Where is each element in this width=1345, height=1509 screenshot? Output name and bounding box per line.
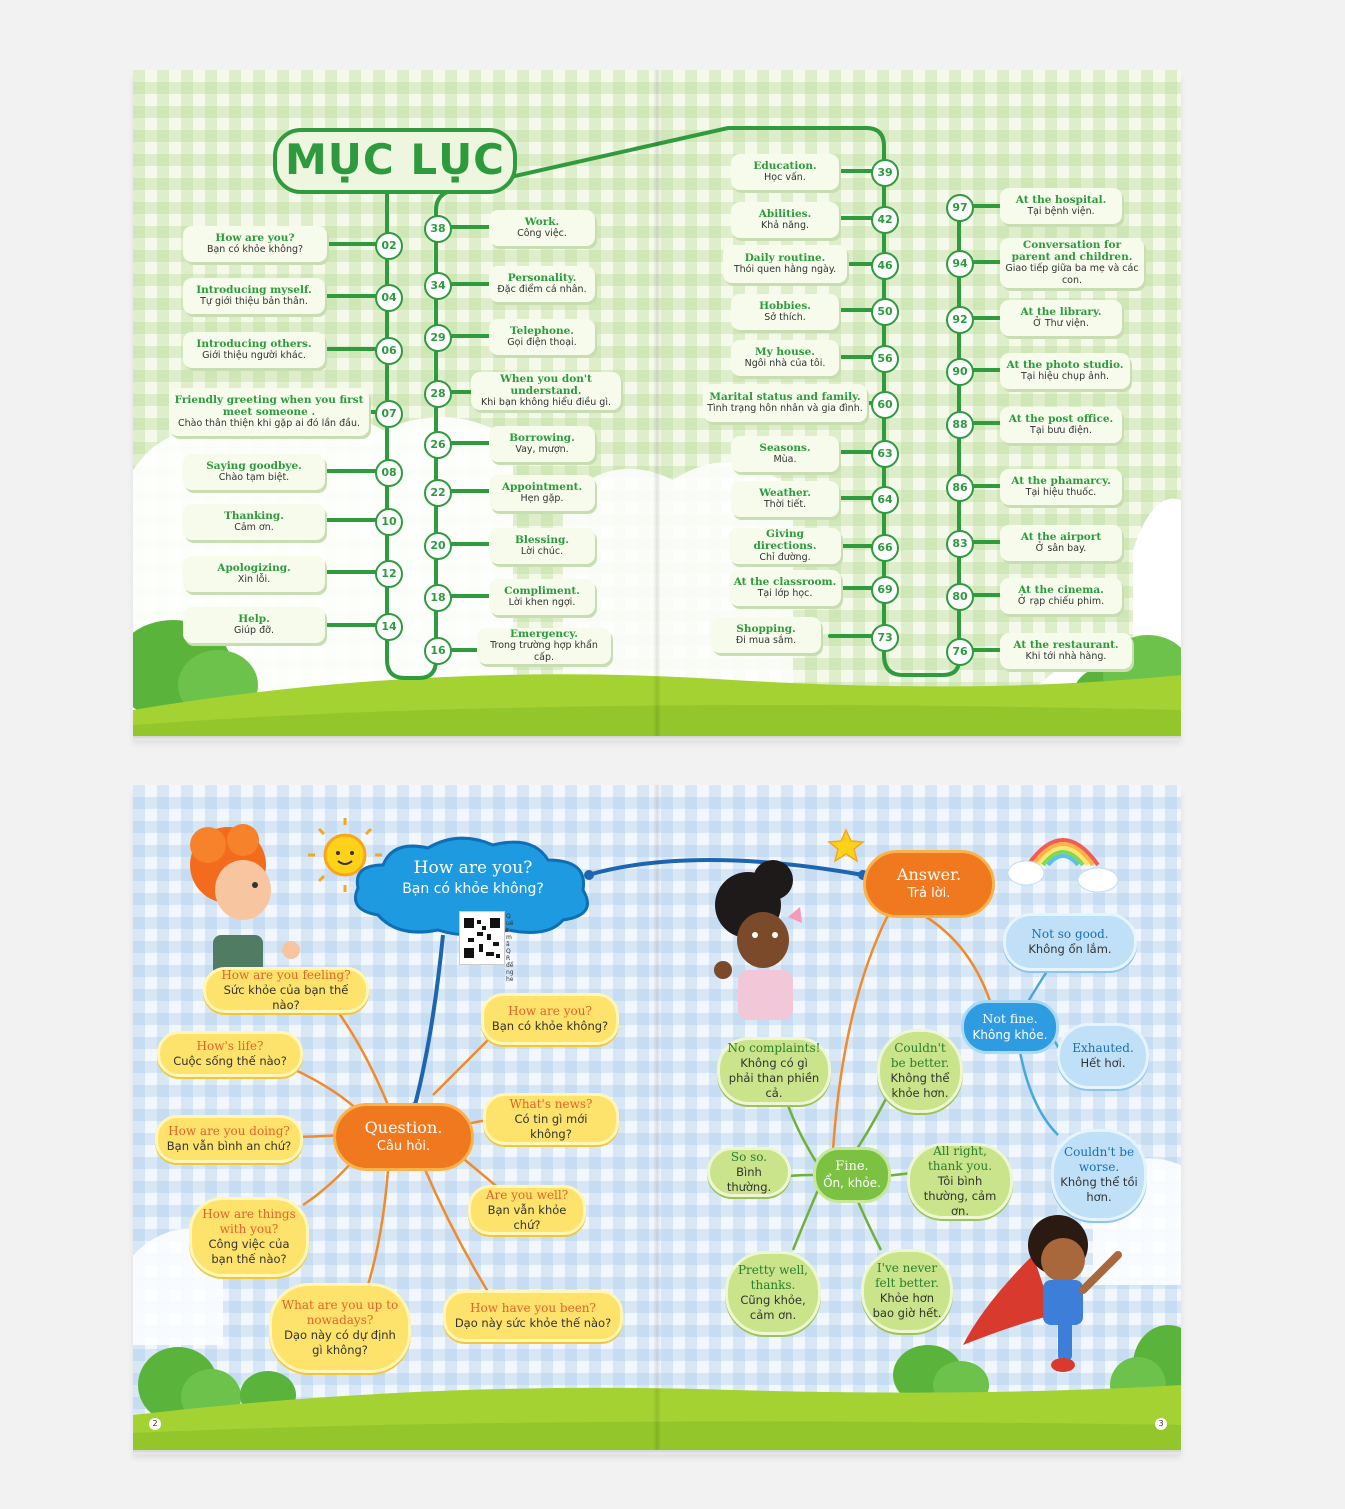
toc-item-vi: Ở Thư viện. <box>1033 318 1089 329</box>
toc-item-en: Education. <box>753 160 817 172</box>
toc-page-number[interactable]: 60 <box>871 391 899 419</box>
not-fine-en: Not fine. <box>982 1011 1038 1026</box>
toc-page-number[interactable]: 16 <box>424 637 452 665</box>
toc-item-introducing-myself[interactable] <box>183 278 325 314</box>
toc-item-vi: Cảm ơn. <box>234 522 274 533</box>
toc-item-vi: Tại hiệu thuốc. <box>1025 487 1097 498</box>
toc-page-number[interactable]: 02 <box>375 232 403 260</box>
toc-item-vi: Đặc điểm cá nhân. <box>497 284 587 295</box>
bubble-vi: Không thể khỏe hơn. <box>890 1071 950 1100</box>
toc-item-vi: Giao tiếp giữa ba mẹ và các con. <box>1005 263 1139 286</box>
toc-page-number[interactable]: 29 <box>424 324 452 352</box>
toc-item-post-office[interactable] <box>1000 407 1122 443</box>
toc-item-en: Personality. <box>507 272 577 284</box>
question-bubble[interactable] <box>189 1197 309 1277</box>
toc-item-at-hospital[interactable] <box>1000 188 1122 224</box>
bubble-en: What's news? <box>509 1096 593 1111</box>
toc-item-en: Marital status and family. <box>709 391 861 403</box>
toc-item-airport[interactable] <box>1000 525 1122 561</box>
toc-item-en: At the restaurant. <box>1013 639 1119 651</box>
toc-item-vi: Vay, mượn. <box>515 444 569 455</box>
toc-page-number[interactable]: 50 <box>871 298 899 326</box>
toc-item-vi: Thói quen hằng ngày. <box>733 264 837 275</box>
toc-item-en: Introducing myself. <box>196 284 312 296</box>
bubble-en: I've never felt better. <box>875 1261 939 1290</box>
toc-item-at-classroom[interactable] <box>729 570 841 606</box>
toc-item-en: Apologizing. <box>217 562 291 574</box>
toc-page-number[interactable]: 28 <box>424 380 452 408</box>
bubble-vi: Cuộc sống thế nào? <box>173 1054 287 1068</box>
answer-hub <box>863 850 995 918</box>
toc-page-number[interactable]: 42 <box>871 206 899 234</box>
toc-item-at-library[interactable] <box>1000 300 1122 336</box>
toc-item-en: At the phamarcy. <box>1011 475 1111 487</box>
toc-item-vi: Học vấn. <box>764 172 806 183</box>
toc-item-en: At the airport <box>1020 531 1102 543</box>
not-fine-hub <box>961 1000 1059 1054</box>
toc-item-vi: Ở rạp chiếu phim. <box>1017 596 1105 607</box>
toc-title: MỤC LỤC <box>273 128 517 194</box>
page-number-left: 2 <box>149 1418 161 1430</box>
girl-illustration <box>714 860 802 1020</box>
toc-item-vi: Tại lớp học. <box>757 588 813 599</box>
toc-item-vi: Tại bệnh viện. <box>1027 206 1095 217</box>
qr-code[interactable] <box>459 911 505 965</box>
toc-item-vi: Trong trường hợp khẩn cấp. <box>490 640 598 663</box>
toc-item-en: Hobbies. <box>759 300 811 312</box>
topic-label <box>363 857 583 899</box>
bubble-vi: Công việc của bạn thế nào? <box>208 1237 290 1266</box>
toc-item-blessing[interactable] <box>489 528 595 564</box>
toc-item-vi: Đi mua sắm. <box>735 635 797 646</box>
toc-item-vi: Công việc. <box>517 228 567 239</box>
bubble-en: How are you? <box>508 1004 592 1018</box>
bubble-en: Exhauted. <box>1072 1041 1134 1055</box>
question-bubble[interactable] <box>269 1283 411 1373</box>
toc-page-number[interactable]: 66 <box>871 534 899 562</box>
toc-item-personality[interactable] <box>489 266 595 302</box>
toc-page-number[interactable]: 06 <box>375 337 403 365</box>
bubble-en: Couldn't be better. <box>890 1041 950 1070</box>
bubble-vi: Bạn vẫn khỏe chứ? <box>487 1202 567 1232</box>
toc-page-number[interactable]: 07 <box>375 400 403 428</box>
toc-page-number[interactable]: 73 <box>871 624 899 652</box>
bubble-en: So so. <box>730 1149 768 1164</box>
toc-item-vi: Chào tạm biệt. <box>218 472 290 483</box>
bubble-en: No complaints! <box>727 1041 821 1055</box>
toc-page-number[interactable]: 56 <box>871 345 899 373</box>
toc-item-vi: Tự giới thiệu bản thân. <box>200 296 308 307</box>
toc-item-en: Abilities. <box>758 208 812 220</box>
bubble-en: How's life? <box>196 1039 264 1053</box>
bubble-en: Pretty well, thanks. <box>737 1263 808 1292</box>
toc-item-my-house[interactable] <box>731 340 839 376</box>
toc-item-en: My house. <box>755 346 815 358</box>
toc-item-vi: Ở sân bay. <box>1035 543 1087 554</box>
fine-answer-bubble[interactable] <box>707 1147 791 1197</box>
toc-item-introducing-others[interactable] <box>183 332 325 368</box>
toc-page-number[interactable]: 26 <box>424 431 452 459</box>
toc-page-number[interactable]: 20 <box>424 532 452 560</box>
toc-item-vi: Lời khen ngợi. <box>508 597 576 608</box>
not-fine-vi: Không khỏe. <box>972 1028 1048 1042</box>
toc-item-vi: Tại bưu điện. <box>1030 425 1092 436</box>
toc-item-en: Introducing others. <box>196 338 312 350</box>
toc-page-number[interactable]: 86 <box>946 474 974 502</box>
bubble-vi: Dạo này sức khỏe thế nào? <box>454 1316 612 1330</box>
bubble-en: How are things with you? <box>202 1207 296 1236</box>
boy-redhair-illustration <box>190 824 300 980</box>
toc-item-vi: Khi tới nhà hàng. <box>1025 651 1107 662</box>
fine-answer-bubble[interactable] <box>717 1037 831 1105</box>
bubble-en: Are you well? <box>485 1187 569 1202</box>
toc-item-en: How are you? <box>215 232 295 244</box>
toc-item-vi: Chỉ đường. <box>759 552 811 563</box>
toc-item-en: Borrowing. <box>509 432 575 444</box>
fine-answer-bubble[interactable] <box>861 1249 953 1333</box>
toc-item-vi: Sở thích. <box>764 312 806 323</box>
bubble-en: Not so good. <box>1031 927 1109 941</box>
toc-item-en: Conversation for parent and children. <box>1011 239 1133 263</box>
answer-en: Answer. <box>896 865 962 884</box>
question-bubble[interactable] <box>483 1093 619 1145</box>
bubble-vi: Hết hơi. <box>1080 1056 1126 1070</box>
toc-item-en: Weather. <box>759 487 811 499</box>
toc-item-parent-children[interactable] <box>1000 238 1144 288</box>
question-bubble[interactable] <box>155 1115 303 1163</box>
toc-item-compliment[interactable] <box>489 579 595 615</box>
question-bubble[interactable] <box>157 1031 303 1077</box>
qr-label: Quét mã QR để nghe <box>506 913 514 983</box>
toc-item-borrowing[interactable] <box>489 426 595 462</box>
toc-page-number[interactable]: 76 <box>946 638 974 666</box>
toc-spread <box>133 70 1181 736</box>
toc-item-marital-status[interactable] <box>703 384 867 422</box>
toc-item-en: Daily routine. <box>744 252 826 264</box>
toc-item-help[interactable] <box>183 607 325 643</box>
toc-item-vi: Chào thân thiện khi gặp ai đó lần đầu. <box>177 418 360 429</box>
bubble-vi: Bình thường. <box>726 1164 772 1194</box>
toc-item-en: At the photo studio. <box>1006 359 1124 371</box>
toc-item-dont-understand[interactable] <box>471 372 621 410</box>
bubble-vi: Khỏe hơn bao giờ hết. <box>872 1291 942 1320</box>
bubble-en: How are you feeling? <box>221 967 351 982</box>
notfine-answer-bubble[interactable] <box>1051 1129 1147 1221</box>
toc-item-en: At the cinema. <box>1018 584 1104 596</box>
toc-item-cinema[interactable] <box>1000 578 1122 614</box>
bubble-en: What are you up to nowadays? <box>281 1298 399 1327</box>
bubble-vi: Cũng khỏe, cảm ơn. <box>740 1293 806 1322</box>
bubble-en: Couldn't be worse. <box>1063 1145 1135 1174</box>
bubble-vi: Dạo này có dự định gì không? <box>284 1328 396 1357</box>
toc-item-pharmacy[interactable] <box>1000 469 1122 505</box>
bubble-vi: Không thể tồi hơn. <box>1060 1175 1138 1204</box>
question-vi: Câu hỏi. <box>376 1139 431 1154</box>
toc-item-emergency[interactable] <box>477 628 611 664</box>
toc-item-en: At the post office. <box>1008 413 1114 425</box>
bubble-en: All right, thank you. <box>927 1143 993 1173</box>
bubble-en: How have you been? <box>470 1301 596 1315</box>
toc-item-abilities[interactable] <box>731 202 839 238</box>
toc-page-number[interactable]: 69 <box>871 576 899 604</box>
toc-page-number[interactable]: 83 <box>946 530 974 558</box>
fine-answer-bubble[interactable] <box>725 1251 821 1335</box>
question-en: Question. <box>364 1118 443 1137</box>
book-gutter <box>653 70 661 736</box>
toc-item-vi: Giúp đỡ. <box>234 625 274 636</box>
toc-item-shopping[interactable] <box>711 617 821 653</box>
toc-item-apologizing[interactable] <box>183 556 325 592</box>
page-number-right: 3 <box>1155 1418 1167 1430</box>
mindmap-spread <box>133 785 1181 1450</box>
topic-vi: Bạn có khỏe không? <box>402 881 544 897</box>
bubble-vi: Không có gì phải than phiền cả. <box>728 1056 820 1100</box>
toc-page-number[interactable]: 80 <box>946 583 974 611</box>
fine-en: Fine. <box>835 1159 869 1174</box>
toc-item-vi: Tại hiệu chụp ảnh. <box>1020 371 1110 382</box>
toc-item-en: Saying goodbye. <box>206 460 302 472</box>
toc-item-vi: Xin lỗi. <box>237 574 271 585</box>
toc-item-en: Giving directions. <box>753 528 817 552</box>
toc-page-number[interactable]: 46 <box>871 252 899 280</box>
toc-item-vi: Khi bạn không hiểu điều gì. <box>481 397 611 408</box>
toc-item-en: Shopping. <box>736 623 796 635</box>
toc-item-thanking[interactable] <box>183 504 325 540</box>
fine-answer-bubble[interactable] <box>877 1029 963 1113</box>
answer-vi: Trả lời. <box>907 886 951 901</box>
toc-item-telephone[interactable] <box>489 319 595 355</box>
toc-page-number[interactable]: 39 <box>871 159 899 187</box>
bubble-en: How are you doing? <box>168 1124 290 1138</box>
toc-item-vi: Tình trạng hôn nhân và gia đình. <box>707 403 863 414</box>
toc-page-number[interactable]: 63 <box>871 440 899 468</box>
notfine-answer-bubble[interactable] <box>1003 913 1137 971</box>
bubble-vi: Có tin gì mới không? <box>514 1111 588 1141</box>
question-bubble[interactable] <box>481 993 619 1045</box>
toc-item-en: When you don't understand. <box>500 373 592 397</box>
bubble-vi: Sức khỏe của bạn thế nào? <box>223 982 349 1012</box>
toc-page-number[interactable]: 64 <box>871 486 899 514</box>
toc-item-how-are-you[interactable] <box>183 226 327 262</box>
fine-vi: Ổn, khỏe. <box>823 1176 881 1190</box>
question-bubble[interactable] <box>443 1290 623 1342</box>
toc-item-saying-goodbye[interactable] <box>183 454 325 490</box>
toc-item-vi: Ngôi nhà của tôi. <box>744 358 826 369</box>
notfine-answer-bubble[interactable] <box>1057 1023 1149 1089</box>
toc-item-work[interactable] <box>489 210 595 246</box>
toc-page-number[interactable]: 34 <box>424 272 452 300</box>
fine-answer-bubble[interactable] <box>907 1143 1013 1219</box>
qr-code-icon <box>460 912 504 964</box>
toc-page-number[interactable]: 38 <box>424 215 452 243</box>
toc-item-en: At the classroom. <box>733 576 837 588</box>
toc-item-photo-studio[interactable] <box>1000 353 1130 389</box>
toc-item-appointment[interactable] <box>489 475 595 511</box>
toc-page-number[interactable]: 12 <box>375 560 403 588</box>
toc-item-en: Thanking. <box>224 510 284 522</box>
toc-item-en: Friendly greeting when you first meet someone . <box>174 394 364 418</box>
toc-page-number[interactable]: 08 <box>375 459 403 487</box>
toc-item-weather[interactable] <box>731 481 839 517</box>
toc-item-seasons[interactable] <box>731 436 839 472</box>
bubble-vi: Bạn vẫn bình an chứ? <box>166 1139 292 1153</box>
toc-item-en: Emergency. <box>510 628 578 640</box>
toc-item-vi: Giới thiệu người khác. <box>202 350 306 361</box>
toc-item-en: Blessing. <box>515 534 569 546</box>
topic-en: How are you? <box>413 858 533 878</box>
toc-page-number[interactable]: 94 <box>946 250 974 278</box>
toc-item-vi: Bạn có khỏe không? <box>206 244 304 255</box>
toc-item-vi: Mùa. <box>773 454 797 465</box>
toc-page-number[interactable]: 18 <box>424 584 452 612</box>
toc-item-en: Appointment. <box>501 481 583 493</box>
toc-page-number[interactable]: 92 <box>946 306 974 334</box>
book-gutter <box>653 785 661 1450</box>
bubble-vi: Không ổn lắm. <box>1028 942 1112 956</box>
toc-page-number[interactable]: 22 <box>424 479 452 507</box>
toc-page-number[interactable]: 04 <box>375 284 403 312</box>
toc-page-number[interactable]: 88 <box>946 411 974 439</box>
toc-item-giving-directions[interactable] <box>729 528 841 564</box>
question-hub <box>333 1103 474 1171</box>
question-bubble[interactable] <box>203 967 369 1013</box>
toc-item-vi: Khả năng. <box>760 220 809 231</box>
toc-item-en: Work. <box>524 216 560 228</box>
toc-page-number[interactable]: 10 <box>375 508 403 536</box>
toc-item-vi: Thời tiết. <box>763 499 807 510</box>
toc-item-en: Compliment. <box>504 585 580 597</box>
toc-page-number[interactable]: 14 <box>375 613 403 641</box>
toc-item-en: At the hospital. <box>1015 194 1107 206</box>
toc-item-vi: Gọi điện thoại. <box>507 337 577 348</box>
bubble-vi: Tôi bình thường, cảm ơn. <box>923 1173 997 1218</box>
toc-item-en: Telephone. <box>510 325 574 337</box>
fine-hub <box>813 1147 891 1203</box>
toc-item-vi: Hẹn gặp. <box>520 493 564 504</box>
toc-page-number[interactable]: 90 <box>946 358 974 386</box>
bubble-vi: Bạn có khỏe không? <box>491 1019 609 1033</box>
question-bubble[interactable] <box>468 1185 586 1235</box>
toc-item-en: At the library. <box>1020 306 1102 318</box>
toc-item-friendly-greeting[interactable] <box>169 388 369 436</box>
toc-page-number[interactable]: 97 <box>946 194 974 222</box>
toc-item-daily-routine[interactable] <box>723 245 847 283</box>
toc-item-en: Seasons. <box>759 442 811 454</box>
toc-item-en: Help. <box>238 613 270 625</box>
toc-item-hobbies[interactable] <box>731 294 839 330</box>
toc-item-education[interactable] <box>731 154 839 190</box>
toc-item-vi: Lời chúc. <box>520 546 564 557</box>
toc-item-restaurant[interactable] <box>1000 633 1132 669</box>
